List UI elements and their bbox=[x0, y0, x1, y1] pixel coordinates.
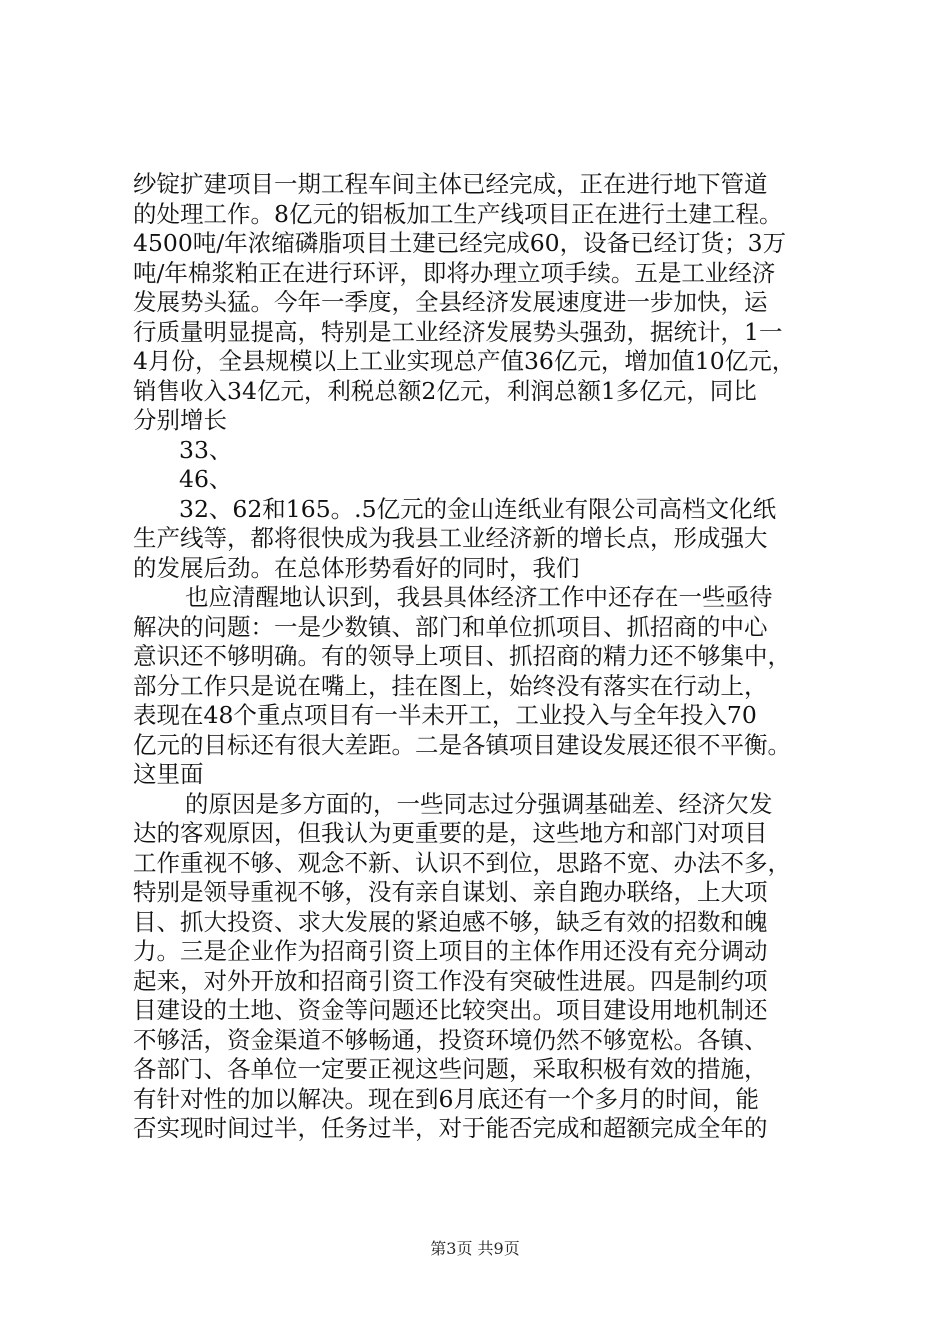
text-line: 32、62和165。.5亿元的金山连纸业有限公司高档文化纸 bbox=[179, 494, 777, 523]
page-number-footer: 第3页 共9页 bbox=[430, 1239, 520, 1258]
text-line: 33、 bbox=[179, 435, 233, 464]
text-line: 的处理工作。8亿元的铝板加工生产线项目正在进行土建工程。 bbox=[133, 199, 783, 228]
text-line: 发展势头猛。今年一季度，全县经济发展速度进一步加快，运 bbox=[133, 288, 768, 316]
text-line: 的原因是多方面的，一些同志过分强调基础差、经济欠发 bbox=[185, 789, 773, 818]
text-line: 销售收入34亿元，利税总额2亿元，利润总额1多亿元，同比 bbox=[133, 376, 757, 405]
text-line: 各部门、各单位一定要正视这些问题，采取积极有效的措施， bbox=[133, 1055, 768, 1083]
text-line: 纱锭扩建项目一期工程车间主体已经完成，正在进行地下管道 bbox=[133, 170, 768, 198]
text-line: 的发展后劲。在总体形势看好的同时，我们 bbox=[133, 553, 580, 582]
text-line: 表现在48个重点项目有一半未开工，工业投入与全年投入70 bbox=[133, 701, 757, 729]
text-line: 目建设的土地、资金等问题还比较突出。项目建设用地机制还 bbox=[133, 996, 768, 1024]
text-line: 起来，对外开放和招商引资工作没有突破性进展。四是制约项 bbox=[133, 966, 768, 995]
text-line: 4月份，全县规模以上工业实现总产值36亿元，增加值10亿元， bbox=[133, 347, 796, 375]
text-line: 工作重视不够、观念不新、认识不到位，思路不宽、办法不多， bbox=[133, 848, 791, 877]
text-line: 不够活，资金渠道不够畅通，投资环境仍然不够宽松。各镇、 bbox=[133, 1025, 768, 1054]
text-line: 分别增长 bbox=[133, 406, 227, 434]
text-line: 也应清醒地认识到，我县具体经济工作中还存在一些亟待 bbox=[185, 583, 773, 611]
text-line: 意识还不够明确。有的领导上项目、抓招商的精力还不够集中， bbox=[133, 642, 791, 670]
text-line: 有针对性的加以解决。现在到6月底还有一个多月的时间，能 bbox=[133, 1084, 759, 1113]
body-text bbox=[133, 170, 833, 1144]
text-line: 行质量明显提高，特别是工业经济发展势头强劲，据统计，1一 bbox=[133, 317, 783, 346]
text-line: 特别是领导重视不够，没有亲自谋划、亲自跑办联络，上大项 bbox=[133, 878, 768, 906]
text-line: 吨/年棉浆粕正在进行环评，即将办理立项手续。五是工业经济 bbox=[133, 258, 776, 287]
text-line: 46、 bbox=[179, 465, 233, 493]
text-line: 这里面 bbox=[133, 760, 204, 788]
text-line: 否实现时间过半，任务过半，对于能否完成和超额完成全年的 bbox=[133, 1114, 768, 1142]
text-line: 达的客观原因，但我认为更重要的是，这些地方和部门对项目 bbox=[133, 819, 768, 847]
text-line: 4500吨/年浓缩磷脂项目土建已经完成60，设备已经订货；3万 bbox=[133, 229, 787, 257]
text-line: 生产线等，都将很快成为我县工业经济新的增长点，形成强大 bbox=[133, 524, 768, 552]
text-line: 解决的问题：一是少数镇、部门和单位抓项目、抓招商的中心 bbox=[133, 612, 768, 641]
text-line: 亿元的目标还有很大差距。二是各镇项目建设发展还很不平衡。 bbox=[133, 730, 791, 759]
text-line: 力。三是企业作为招商引资上项目的主体作用还没有充分调动 bbox=[133, 937, 768, 965]
text-line: 目、抓大投资、求大发展的紧迫感不够，缺乏有效的招数和魄 bbox=[133, 907, 768, 936]
text-line: 部分工作只是说在嘴上，挂在图上，始终没有落实在行动上， bbox=[133, 671, 768, 700]
